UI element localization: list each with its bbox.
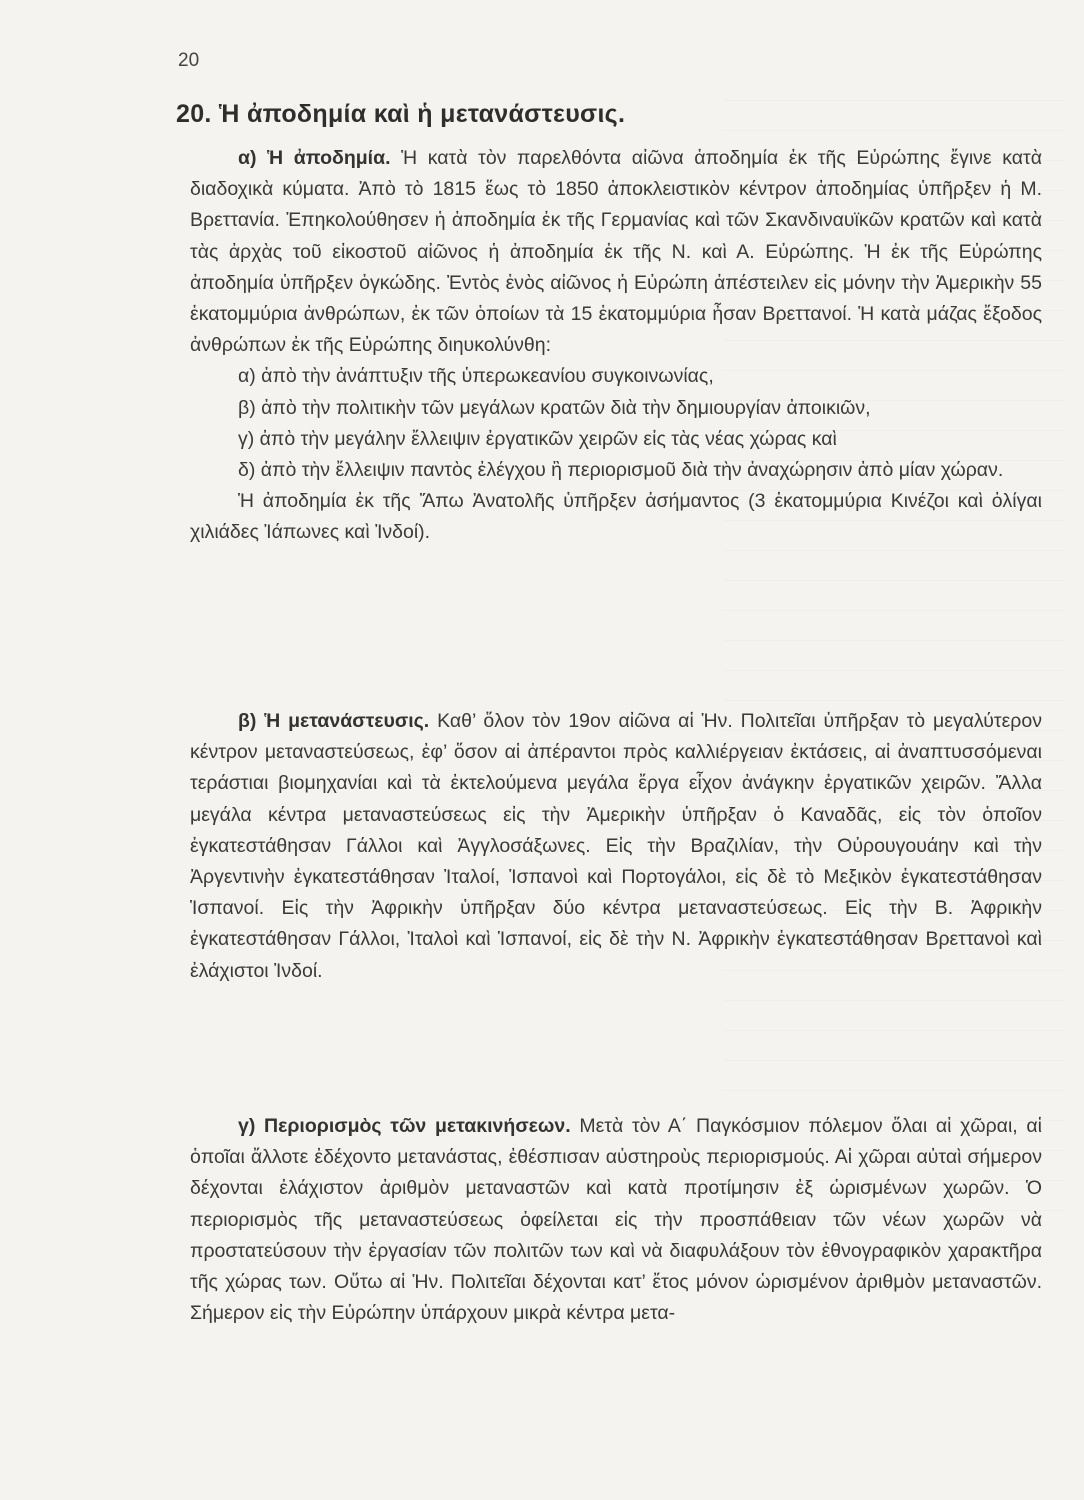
section-restrictions-text: Μετὰ τὸν Α΄ Παγκόσμιον πόλεμον ὅλαι αἱ χῶραι, αἱ ὁποῖαι ἄλλοτε ἐδέχοντο μετανάστας, ἐθέσπισαν αὐστηροὺς περιορισμούς. Αἱ χῶραι αὐταὶ σήμερον δέχονται ἐλάχιστον ἀριθμὸν μεταναστῶν καὶ κατὰ προτίμησιν ἐξ ὡρισμένων χωρῶν. Ὁ περιορισμὸς τῆς μεταναστεύσεως ὀφείλεται εἰς τὴν προσπάθειαν τῶν νέων χωρῶν νὰ προστατεύσουν τὴν ἐργασίαν τῶν πολιτῶν των καὶ νὰ διαφυλάξουν τὸν ἐθνογραφικὸν χαρακτῆρα τῆς χώρας των. Οὕτω αἱ Ἡν. Πολιτεῖαι δέχονται κατ’ ἔτος μόνον ὡρισμένον ἀριθμὸν μεταναστῶν. Σήμερον εἰς τὴν Εὐρώπην ὑπάρχουν μικρὰ κέντρα μετα- [190, 1115, 1042, 1325]
section-emigration-intro [190, 143, 1042, 361]
section-restrictions-paragraph [190, 1111, 1042, 1329]
section-emigration [190, 143, 1042, 549]
section-immigration-text: Καθ’ ὅλον τὸν 19ον αἰῶνα αἱ Ἡν. Πολιτεῖαι ὑπῆρξαν τὸ μεγαλύτερον κέντρον μεταναστεύσεως, ἐφ’ ὅσον αἱ ἀπέραντοι πρὸς καλλιέργειαν ἐκτάσεις, αἱ ἀναπτυσσόμεναι τεράστιαι βιομηχανίαι καὶ τὰ ἐκτελούμενα μεγάλα ἔργα εἶχον ἀνάγκην ἐργατικῶν χειρῶν. Ἄλλα μεγάλα κέντρα μεταναστεύσεως εἰς τὴν Ἀμερικὴν ὑπῆρξαν ὁ Καναδᾶς, εἰς τὸν ὁποῖον ἐγκατεστάθησαν Γάλλοι καὶ Ἀγγλοσάξωνες. Εἰς τὴν Βραζιλίαν, τὴν Οὐρουγουάην καὶ τὴν Ἀργεντινὴν ἐγκατεστάθησαν Ἰταλοί, Ἱσπανοὶ καὶ Πορτογάλοι, εἰς δὲ τὸ Μεξικὸν ἐγκατεστάθησαν Ἱσπανοί. Εἰς τὴν Ἀφρικὴν ὑπῆρξαν δύο κέντρα μεταναστεύσεως. Εἰς τὴν Β. Ἀφρικὴν ἐγκατεστάθησαν Γάλλοι, Ἰταλοὶ καὶ Ἱσπανοί, εἰς δὲ τὴν Ν. Ἀφρικὴν ἐγκατεστάθησαν Βρεττανοὶ καὶ ἐλάχιστοι Ἰνδοί. [190, 710, 1042, 982]
list-item: β) ἀπὸ τὴν πολιτικὴν τῶν μεγάλων κρατῶν διὰ τὴν δημιουργίαν ἀποικιῶν, [238, 396, 871, 419]
section-emigration-closing: Ἡ ἀποδημία ἐκ τῆς Ἄπω Ἀνατολῆς ὑπῆρξεν ἀσήμαντος (3 ἑκατομμύρια Κινέζοι καὶ ὀλίγαι χιλιάδες Ἰάπωνες καὶ Ἰνδοί). [190, 490, 1042, 544]
section-emigration-text: Ἡ κατὰ τὸν παρελθόντα αἰῶνα ἀποδημία ἐκ τῆς Εὐρώπης ἔγινε κατὰ διαδοχικὰ κύματα. Ἀπὸ τὸ 1815 ἕως τὸ 1850 ἀποκλειστικὸν κέντρον ἀποδημίας ὑπῆρξεν ἡ Μ. Βρεττανία. Ἐπηκολούθησεν ἡ ἀποδημία ἐκ τῆς Γερμανίας καὶ τῶν Σκανδιναυϊκῶν κρατῶν καὶ κατὰ τὰς ἀρχὰς τοῦ εἰκοστοῦ αἰῶνος ἡ ἀποδημία ἐκ τῆς Ν. καὶ Α. Εὐρώπης. Ἡ ἐκ τῆς Εὐρώπης ἀποδημία ὑπῆρξεν ὀγκώδης. Ἐντὸς ἑνὸς αἰῶνος ἡ Εὐρώπη ἀπέστειλεν εἰς μόνην τὴν Ἀμερικὴν 55 ἑκατομμύρια ἀνθρώπων, ἐκ τῶν ὁποίων τὰ 15 ἑκατομμύρια ἦσαν Βρεττανοί. Ἡ κατὰ μάζας ἔξοδος ἀνθρώπων ἐκ τῆς Εὐρώπης διηυκολύνθη: [190, 147, 1042, 357]
section-immigration-label: β) Ἡ μετανάστευσις. [238, 710, 430, 732]
section-restrictions [190, 1111, 1042, 1329]
list-item: δ) ἀπὸ τὴν ἔλλειψιν παντὸς ἐλέγχου ἢ περιορισμοῦ διὰ τὴν ἀναχώρησιν ἀπὸ μίαν χώραν. [238, 459, 1004, 482]
page-number: 20 [178, 50, 200, 71]
section-immigration [190, 706, 1042, 987]
section-restrictions-label: γ) Περιορισμὸς τῶν μετακινήσεων. [238, 1115, 571, 1137]
list-item: γ) ἀπὸ τὴν μεγάλην ἔλλειψιν ἐργατικῶν χειρῶν εἰς τὰς νέας χώρας καὶ [238, 427, 837, 450]
factors-list [190, 361, 1042, 486]
chapter-title: 20. Ἡ ἀποδημία καὶ ἡ μετανάστευσις. [176, 100, 626, 128]
list-item: α) ἀπὸ τὴν ἀνάπτυξιν τῆς ὑπερωκεανίου συγκοινωνίας, [238, 365, 714, 388]
section-emigration-label: α) Ἡ ἀποδημία. [238, 147, 391, 169]
section-immigration-paragraph [190, 706, 1042, 987]
